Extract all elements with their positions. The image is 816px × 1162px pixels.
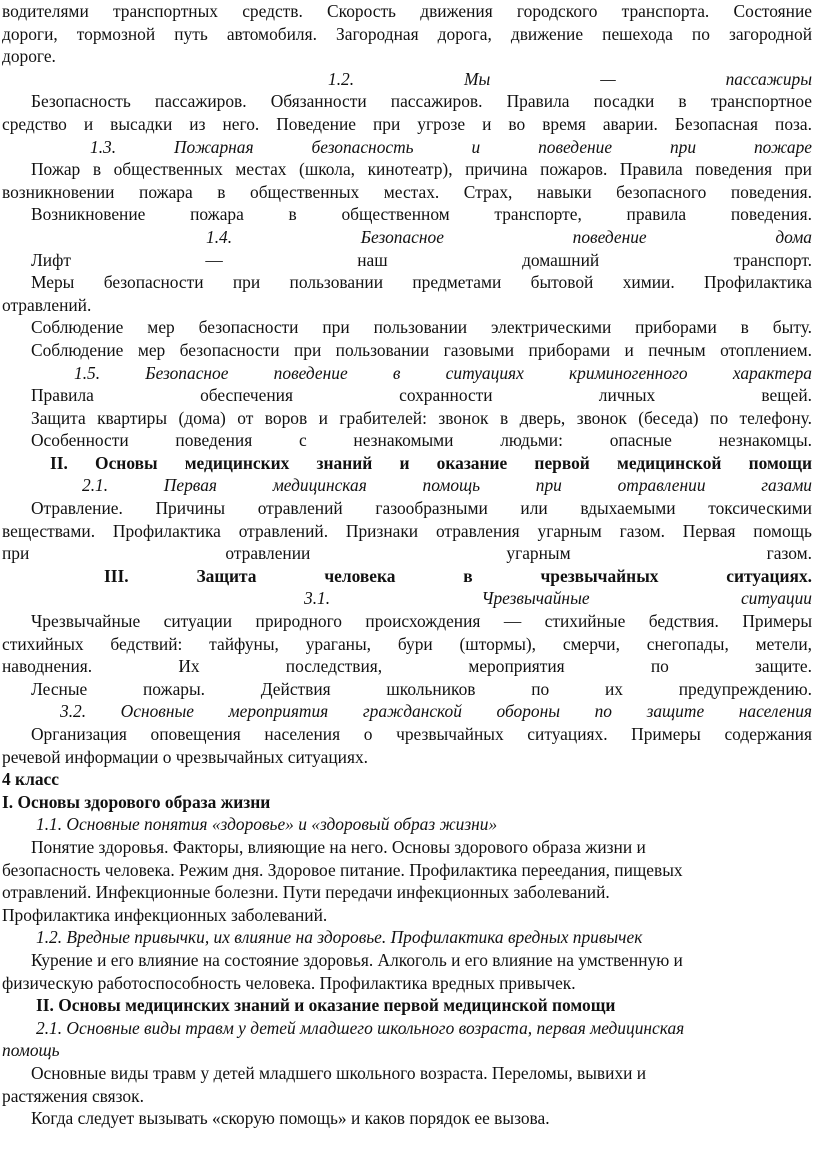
text-line: Понятие здоровья. Факторы, влияющие на него. Основы здорового образа жизни и: [31, 836, 646, 857]
text-line: Основные виды травм у детей младшего школьного возраста. Переломы, вывихи и: [31, 1062, 647, 1083]
text-line: Отравление. Причины отравлений газообразными или вдыхаемыми токсическими: [31, 498, 812, 519]
section-heading: 2.1. Первая медицинская помощь при отравлении газами: [82, 475, 812, 496]
text-line: Защита квартиры (дома) от воров и грабителей: звонок в дверь, звонок (беседа) по телефону.: [31, 407, 812, 428]
text-line: Правила обеспечения сохранности личных вещей.: [31, 385, 812, 406]
text-line: отравлений. Инфекционные болезни. Пути передачи инфекционных заболеваний.: [2, 882, 610, 903]
text-line: Особенности поведения с незнакомыми людьми: опасные незнакомцы.: [31, 430, 812, 451]
text-line: средство и высадки из него. Поведение при угрозе и во время аварии. Безопасная поза.: [2, 113, 812, 134]
part-heading: II. Основы медицинских знаний и оказание первой медицинской помощи: [50, 452, 812, 473]
section-heading: 1.2. Вредные привычки, их влияние на здоровье. Профилактика вредных привычек: [36, 927, 643, 948]
text-line: Лифт — наш домашний транспорт.: [31, 249, 812, 270]
text-line: Организация оповещения населения о чрезвычайных ситуациях. Примеры содержания: [31, 724, 812, 744]
text-line: при отравлении угарным газом.: [2, 543, 812, 564]
section-heading: 1.2. Мы — пассажиры: [328, 68, 812, 89]
text-line: дороги, тормозной путь автомобиля. Загородная дорога, движение пешехода по загородной: [2, 23, 812, 44]
text-line: Пожар в общественных местах (школа, кинотеатр), причина пожаров. Правила поведения при: [31, 159, 812, 180]
text-line: речевой информации о чрезвычайных ситуациях.: [2, 746, 368, 767]
text-line: физическую работоспособность человека. Профилактика вредных привычек.: [2, 972, 576, 993]
text-line: отравлений.: [2, 294, 92, 315]
text-line: растяжения связок.: [2, 1085, 144, 1106]
text-line: возникновении пожара в общественных местах. Страх, навыки безопасного поведения.: [2, 181, 812, 202]
text-line: Чрезвычайные ситуации природного происхождения — стихийные бедствия. Примеры: [31, 611, 812, 632]
section-heading: 3.1. Чрезвычайные ситуации: [304, 588, 812, 609]
part-heading: I. Основы здорового образа жизни: [2, 791, 271, 812]
text-line: Возникновение пожара в общественном транспорте, правила поведения.: [31, 204, 812, 225]
text-line: безопасность человека. Режим дня. Здоровое питание. Профилактика переедания, пищевых: [2, 859, 683, 880]
section-heading: 1.4. Безопасное поведение дома: [206, 226, 812, 247]
section-heading: 1.3. Пожарная безопасность и поведение при пожаре: [90, 136, 812, 157]
text-line: Меры безопасности при пользовании предметами бытовой химии. Профилактика: [31, 272, 812, 293]
section-heading: помощь: [2, 1040, 60, 1061]
text-line: Соблюдение мер безопасности при пользовании электрическими приборами в быту.: [31, 317, 812, 338]
text-line: Профилактика инфекционных заболеваний.: [2, 904, 328, 925]
grade-heading: 4 класс: [2, 769, 59, 790]
part-heading: III. Защита человека в чрезвычайных ситуациях.: [104, 565, 812, 586]
text-line: дороге.: [2, 46, 56, 67]
text-line: Безопасность пассажиров. Обязанности пассажиров. Правила посадки в транспортное: [31, 91, 812, 112]
text-line: веществами. Профилактика отравлений. Признаки отравления угарным газом. Первая помощь: [2, 520, 812, 541]
section-heading: 2.1. Основные виды травм у детей младшего школьного возраста, первая медицинская: [36, 1017, 685, 1038]
text-line: наводнения. Их последствия, мероприятия по защите.: [2, 656, 812, 677]
text-line: Соблюдение мер безопасности при пользовании газовыми приборами и печным отоплением.: [31, 339, 812, 360]
section-heading: 1.1. Основные понятия «здоровье» и «здоровый образ жизни»: [36, 814, 498, 835]
text-line: Лесные пожары. Действия школьников по их предупреждению.: [31, 678, 812, 699]
text-line: Курение и его влияние на состояние здоровья. Алкоголь и его влияние на умственную и: [31, 949, 683, 970]
section-heading: 1.5. Безопасное поведение в ситуациях криминогенного характера: [74, 362, 812, 383]
part-heading: II. Основы медицинских знаний и оказание первой медицинской помощи: [36, 995, 616, 1016]
text-line: Когда следует вызывать «скорую помощь» и каков порядок ее вызова.: [31, 1108, 550, 1129]
text-line: стихийных бедствий: тайфуны, ураганы, бури (штормы), смерчи, снегопады, метели,: [2, 633, 812, 654]
section-heading: 3.2. Основные мероприятия гражданской обороны по защите населения: [60, 701, 812, 722]
text-line: водителями транспортных средств. Скорость движения городского транспорта. Состояние: [2, 1, 812, 21]
